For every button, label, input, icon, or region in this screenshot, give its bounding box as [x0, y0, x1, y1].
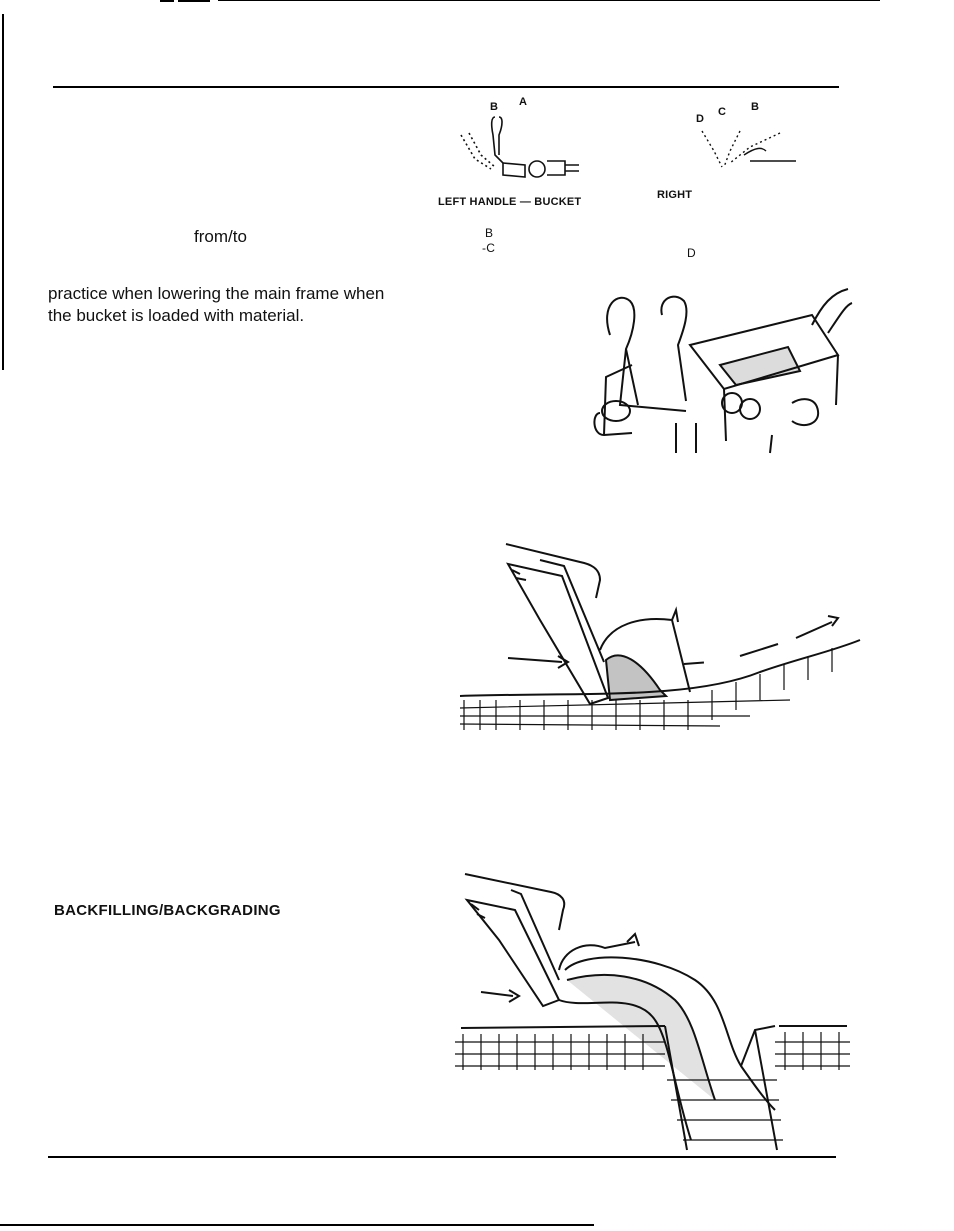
bottom-rule: [0, 1224, 594, 1226]
right-handle-diagram: [690, 125, 820, 185]
left-handle-diagram: [455, 115, 595, 195]
right-label-b: B: [751, 101, 760, 113]
right-label-d: D: [696, 113, 705, 125]
header-rule: [53, 86, 839, 88]
backfilling-illustration: [455, 870, 850, 1160]
top-edge-line: [218, 0, 880, 1]
left-margin-bar: [2, 14, 4, 370]
paragraph-line-1: practice when lowering the main frame when: [48, 284, 385, 303]
bucket-grading-illustration: [460, 540, 860, 740]
legend-b: B: [485, 226, 494, 240]
section-heading: BACKFILLING/BACKGRADING: [54, 902, 281, 919]
control-valve-illustration: [592, 285, 852, 455]
paragraph-line-2: the bucket is loaded with material.: [48, 306, 305, 325]
right-label-c: C: [718, 106, 727, 118]
caption-left-handle: LEFT HANDLE — BUCKET: [438, 196, 582, 208]
top-edge-dash: [160, 0, 174, 2]
legend-d: D: [687, 246, 696, 260]
legend-c: -C: [482, 241, 496, 255]
top-edge-dash: [178, 0, 210, 2]
footer-rule: [48, 1156, 836, 1158]
caption-right: RIGHT: [657, 189, 693, 201]
left-label-a: A: [519, 96, 528, 108]
from-to-text: from/to: [194, 227, 247, 246]
left-label-b: B: [490, 101, 499, 113]
